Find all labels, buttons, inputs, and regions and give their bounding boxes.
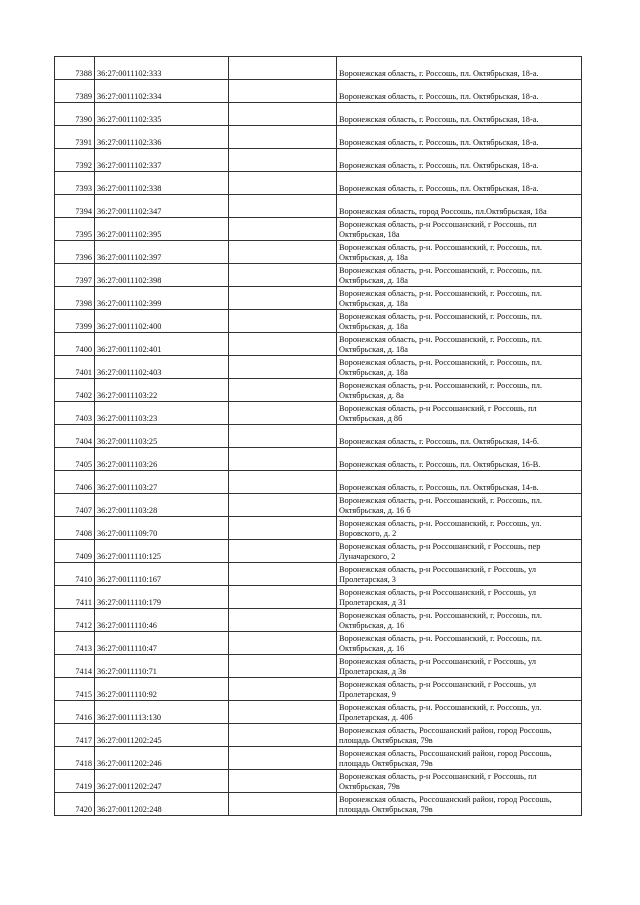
empty-cell xyxy=(229,655,337,678)
cadastral-number: 36:27:0011113:130 xyxy=(95,701,229,724)
address-cell: Воронежская область, г. Россошь, пл. Октябрьская, 16-В. xyxy=(337,448,582,471)
address-cell: Воронежская область, р-н Россошанский, г Россошь, ул Пролетарская, д 3в xyxy=(337,655,582,678)
cadastral-number: 36:27:0011202:246 xyxy=(95,747,229,770)
empty-cell xyxy=(229,80,337,103)
empty-cell xyxy=(229,241,337,264)
cadastral-number: 36:27:0011103:23 xyxy=(95,402,229,425)
row-number: 7414 xyxy=(55,655,95,678)
cadastral-number: 36:27:0011103:26 xyxy=(95,448,229,471)
address-cell: Воронежская область, г. Россошь, пл. Октябрьская, 18-а. xyxy=(337,126,582,149)
address-cell: Воронежская область, р-н. Россошанский, г. Россошь, пл. Октябрьская, д. 18а xyxy=(337,264,582,287)
address-cell: Воронежская область, р-н. Россошанский, г. Россошь, пл. Октябрьская, д. 18а xyxy=(337,356,582,379)
row-number: 7406 xyxy=(55,471,95,494)
cadastral-number: 36:27:0011102:403 xyxy=(95,356,229,379)
registry-table-body xyxy=(55,57,582,816)
empty-cell xyxy=(229,586,337,609)
empty-cell xyxy=(229,356,337,379)
table-row xyxy=(55,701,582,724)
address-cell: Воронежская область, р-н Россошанский, г Россошь, пер Луначарского, 2 xyxy=(337,540,582,563)
registry-table xyxy=(54,56,582,816)
address-cell: Воронежская область, город Россошь, пл.Октябрьская, 18а xyxy=(337,195,582,218)
cadastral-number: 36:27:0011102:399 xyxy=(95,287,229,310)
cadastral-number: 36:27:0011202:245 xyxy=(95,724,229,747)
table-row xyxy=(55,563,582,586)
cadastral-number: 36:27:0011103:25 xyxy=(95,425,229,448)
table-row xyxy=(55,793,582,816)
address-cell: Воронежская область, р-н. Россошанский, г. Россошь, ул. Воровского, д. 2 xyxy=(337,517,582,540)
empty-cell xyxy=(229,172,337,195)
table-row xyxy=(55,678,582,701)
row-number: 7390 xyxy=(55,103,95,126)
row-number: 7416 xyxy=(55,701,95,724)
row-number: 7419 xyxy=(55,770,95,793)
table-row xyxy=(55,310,582,333)
cadastral-number: 36:27:0011102:336 xyxy=(95,126,229,149)
row-number: 7404 xyxy=(55,425,95,448)
address-cell: Воронежская область, Россошанский район, город Россошь, площадь Октябрьская, 79в xyxy=(337,793,582,816)
empty-cell xyxy=(229,701,337,724)
cadastral-number: 36:27:0011102:398 xyxy=(95,264,229,287)
empty-cell xyxy=(229,563,337,586)
empty-cell xyxy=(229,149,337,172)
cadastral-number: 36:27:0011103:27 xyxy=(95,471,229,494)
address-cell: Воронежская область, Россошанский район, город Россошь, площадь Октябрьская, 79в xyxy=(337,724,582,747)
row-number: 7412 xyxy=(55,609,95,632)
table-row xyxy=(55,126,582,149)
table-row xyxy=(55,747,582,770)
table-row xyxy=(55,471,582,494)
address-cell: Воронежская область, Россошанский район, город Россошь, площадь Октябрьская, 79в xyxy=(337,747,582,770)
empty-cell xyxy=(229,218,337,241)
cadastral-number: 36:27:0011110:179 xyxy=(95,586,229,609)
row-number: 7418 xyxy=(55,747,95,770)
empty-cell xyxy=(229,632,337,655)
address-cell: Воронежская область, р-н. Россошанский, г. Россошь, пл. Октябрьская, д. 8а xyxy=(337,379,582,402)
address-cell: Воронежская область, р-н. Россошанский, г. Россошь, пл. Октябрьская, д. 16 xyxy=(337,609,582,632)
row-number: 7392 xyxy=(55,149,95,172)
cadastral-number: 36:27:0011103:28 xyxy=(95,494,229,517)
table-row xyxy=(55,333,582,356)
empty-cell xyxy=(229,287,337,310)
table-row xyxy=(55,379,582,402)
row-number: 7403 xyxy=(55,402,95,425)
row-number: 7398 xyxy=(55,287,95,310)
row-number: 7399 xyxy=(55,310,95,333)
address-cell: Воронежская область, г. Россошь, пл. Октябрьская, 18-а. xyxy=(337,103,582,126)
row-number: 7411 xyxy=(55,586,95,609)
cadastral-number: 36:27:0011110:71 xyxy=(95,655,229,678)
cadastral-number: 36:27:0011103:22 xyxy=(95,379,229,402)
empty-cell xyxy=(229,448,337,471)
empty-cell xyxy=(229,126,337,149)
empty-cell xyxy=(229,724,337,747)
empty-cell xyxy=(229,57,337,80)
row-number: 7400 xyxy=(55,333,95,356)
table-row xyxy=(55,655,582,678)
address-cell: Воронежская область, г. Россошь, пл. Октябрьская, 14-б. xyxy=(337,425,582,448)
address-cell: Воронежская область, р-н. Россошанский, г. Россошь, пл. Октябрьская, д. 18а xyxy=(337,333,582,356)
address-cell: Воронежская область, р-н. Россошанский, г. Россошь, пл. Октябрьская, д. 16 xyxy=(337,632,582,655)
empty-cell xyxy=(229,494,337,517)
cadastral-number: 36:27:0011102:347 xyxy=(95,195,229,218)
cadastral-number: 36:27:0011110:46 xyxy=(95,609,229,632)
row-number: 7388 xyxy=(55,57,95,80)
table-row xyxy=(55,724,582,747)
empty-cell xyxy=(229,517,337,540)
address-cell: Воронежская область, г. Россошь, пл. Октябрьская, 18-а. xyxy=(337,149,582,172)
cadastral-number: 36:27:0011202:248 xyxy=(95,793,229,816)
cadastral-number: 36:27:0011102:333 xyxy=(95,57,229,80)
address-cell: Воронежская область, р-н Россошанский, г Россошь, ул Пролетарская, д 31 xyxy=(337,586,582,609)
table-row xyxy=(55,609,582,632)
empty-cell xyxy=(229,678,337,701)
row-number: 7420 xyxy=(55,793,95,816)
row-number: 7417 xyxy=(55,724,95,747)
empty-cell xyxy=(229,379,337,402)
empty-cell xyxy=(229,333,337,356)
empty-cell xyxy=(229,264,337,287)
row-number: 7401 xyxy=(55,356,95,379)
address-cell: Воронежская область, р-н. Россошанский, г. Россошь, пл. Октябрьская, д. 18а xyxy=(337,287,582,310)
address-cell: Воронежская область, р-н. Россошанский, г. Россошь, ул. Пролетарская, д. 40б xyxy=(337,701,582,724)
row-number: 7415 xyxy=(55,678,95,701)
row-number: 7410 xyxy=(55,563,95,586)
table-row xyxy=(55,448,582,471)
table-row xyxy=(55,356,582,379)
empty-cell xyxy=(229,471,337,494)
table-row xyxy=(55,425,582,448)
cadastral-number: 36:27:0011102:335 xyxy=(95,103,229,126)
row-number: 7408 xyxy=(55,517,95,540)
address-cell: Воронежская область, р-н Россошанский, г Россошь, пл Октябрьская, д 8б xyxy=(337,402,582,425)
cadastral-number: 36:27:0011102:334 xyxy=(95,80,229,103)
row-number: 7396 xyxy=(55,241,95,264)
address-cell: Воронежская область, р-н Россошанский, г Россошь, ул Пролетарская, 9 xyxy=(337,678,582,701)
empty-cell xyxy=(229,770,337,793)
row-number: 7394 xyxy=(55,195,95,218)
table-row xyxy=(55,586,582,609)
address-cell: Воронежская область, р-н. Россошанский, г. Россошь, пл. Октябрьская, д. 18а xyxy=(337,241,582,264)
cadastral-number: 36:27:0011110:47 xyxy=(95,632,229,655)
address-cell: Воронежская область, р-н Россошанский, г Россошь, ул Пролетарская, 3 xyxy=(337,563,582,586)
cadastral-number: 36:27:0011102:397 xyxy=(95,241,229,264)
cadastral-number: 36:27:0011102:400 xyxy=(95,310,229,333)
empty-cell xyxy=(229,195,337,218)
table-row xyxy=(55,494,582,517)
table-row xyxy=(55,195,582,218)
address-cell: Воронежская область, р-н. Россошанский, г. Россошь, пл. Октябрьская, д. 16 б xyxy=(337,494,582,517)
cadastral-number: 36:27:0011110:125 xyxy=(95,540,229,563)
empty-cell xyxy=(229,747,337,770)
table-row xyxy=(55,287,582,310)
empty-cell xyxy=(229,402,337,425)
address-cell: Воронежская область, г. Россошь, пл. Октябрьская, 18-а. xyxy=(337,172,582,195)
row-number: 7391 xyxy=(55,126,95,149)
row-number: 7409 xyxy=(55,540,95,563)
empty-cell xyxy=(229,425,337,448)
empty-cell xyxy=(229,609,337,632)
table-row xyxy=(55,172,582,195)
empty-cell xyxy=(229,103,337,126)
table-row xyxy=(55,540,582,563)
row-number: 7397 xyxy=(55,264,95,287)
table-row xyxy=(55,517,582,540)
cadastral-number: 36:27:0011202:247 xyxy=(95,770,229,793)
table-row xyxy=(55,264,582,287)
row-number: 7389 xyxy=(55,80,95,103)
cadastral-number: 36:27:0011110:92 xyxy=(95,678,229,701)
row-number: 7393 xyxy=(55,172,95,195)
address-cell: Воронежская область, г. Россошь, пл. Октябрьская, 18-а. xyxy=(337,57,582,80)
cadastral-number: 36:27:0011102:338 xyxy=(95,172,229,195)
row-number: 7407 xyxy=(55,494,95,517)
table-row xyxy=(55,402,582,425)
row-number: 7405 xyxy=(55,448,95,471)
table-row xyxy=(55,149,582,172)
row-number: 7402 xyxy=(55,379,95,402)
row-number: 7395 xyxy=(55,218,95,241)
address-cell: Воронежская область, р-н. Россошанский, г. Россошь, пл. Октябрьская, д. 18а xyxy=(337,310,582,333)
cadastral-number: 36:27:0011102:395 xyxy=(95,218,229,241)
empty-cell xyxy=(229,310,337,333)
table-row xyxy=(55,80,582,103)
address-cell: Воронежская область, г. Россошь, пл. Октябрьская, 14-в. xyxy=(337,471,582,494)
empty-cell xyxy=(229,793,337,816)
address-cell: Воронежская область, р-н Россошанский, г Россошь, пл Октябрьская, 18а xyxy=(337,218,582,241)
cadastral-number: 36:27:0011102:401 xyxy=(95,333,229,356)
cadastral-number: 36:27:0011110:167 xyxy=(95,563,229,586)
cadastral-number: 36:27:0011109:70 xyxy=(95,517,229,540)
address-cell: Воронежская область, г. Россошь, пл. Октябрьская, 18-а. xyxy=(337,80,582,103)
table-row xyxy=(55,57,582,80)
table-row xyxy=(55,632,582,655)
table-row xyxy=(55,218,582,241)
table-row xyxy=(55,770,582,793)
row-number: 7413 xyxy=(55,632,95,655)
cadastral-number: 36:27:0011102:337 xyxy=(95,149,229,172)
table-row xyxy=(55,241,582,264)
empty-cell xyxy=(229,540,337,563)
table-row xyxy=(55,103,582,126)
address-cell: Воронежская область, р-н Россошанский, г Россошь, пл Октябрьская, 79в xyxy=(337,770,582,793)
